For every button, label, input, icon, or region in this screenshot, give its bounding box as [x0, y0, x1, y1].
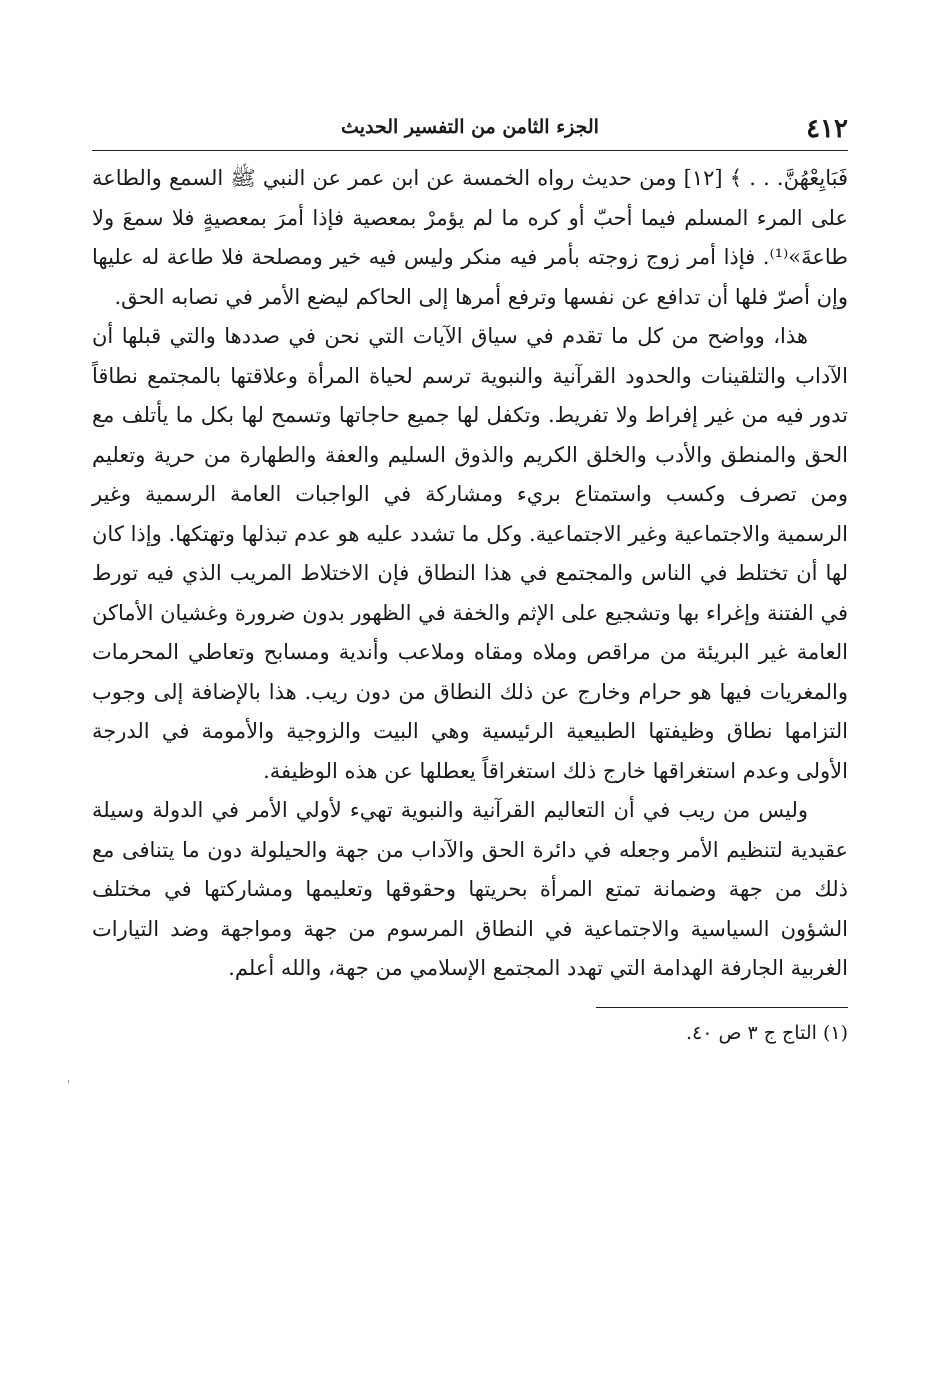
running-title: الجزء الثامن من التفسير الحديث: [341, 116, 599, 138]
page-number: ٤١٢: [806, 114, 848, 144]
body-text: [92, 159, 848, 989]
page-header: [92, 110, 848, 151]
footnote-divider: [596, 1007, 848, 1008]
paragraph: هذا، وواضح من كل ما تقدم في سياق الآيات التي نحن في صددها والتي قبلها أن الآداب والتلقينات والحدود القرآنية والنبوية ترسم لحياة المرأة وعلاقتها بالمجتمع نطاقاً تدور فيه من غير إفراط ولا تفريط. وتكفل لها جميع حاجاتها وتسمح لها بكل ما يأتلف مع الحق والمنطق والأدب والخلق الكريم والذوق السليم والعفة والطهارة من حرية وتعليم ومن تصرف وكسب واستمتاع بريء ومشاركة في الواجبات العامة الرسمية وغير الرسمية والاجتماعية وغير الاجتماعية. وكل ما تشدد عليه هو عدم تبذلها وتهتكها. وإذا كان لها أن تختلط في الناس والمجتمع في هذا النطاق فإن الاختلاط المريب الذي فيه تورط في الفتنة وإغراء بها وتشجيع على الإثم والخفة في الظهور بدون ضرورة وغشيان الأماكن العامة غير البريئة من مراقص وملاه ومقاه وملاعب وأندية ومسابح وتعاطي المحرمات والمغريات فيها هو حرام وخارج عن ذلك النطاق من دون ريب. هذا بالإضافة إلى وجوب التزامها نطاق وظيفتها الطبيعية الرئيسية وهي البيت والزوجية والأمومة في الدرجة الأولى وعدم استغراقها خارج ذلك استغراقاً يعطلها عن هذه الوظيفة.: [92, 324, 848, 783]
paragraph: فَبَايِعْهُنَّ. . . ﴾ [١٢] ومن حديث رواه الخمسة عن ابن عمر عن النبي ﷺ السمع والطاعة على المرء المسلم فيما أحبّ أو كره ما لم يؤمرْ بمعصية فإذا أمرَ بمعصيةٍ فلا سمعَ ولا طاعةَ»⁽¹⁾. فإذا أمر زوج زوجته بأمر فيه منكر وليس فيه خير ومصلحة فلا طاعة له عليها وإن أصرّ فلها أن تدافع عن نفسها وترفع أمرها إلى الحاكم ليضع الأمر في نصابه الحق.: [92, 166, 848, 309]
margin-mark: [68, 1080, 69, 1083]
footnote: (١) التاج ج ٣ ص ٤٠.: [685, 1021, 848, 1044]
book-page: [92, 110, 848, 1048]
paragraph: وليس من ريب في أن التعاليم القرآنية والنبوية تهيء لأولي الأمر في الدولة وسيلة عقيدية لتنظيم الأمر وجعله في دائرة الحق والآداب من جهة والحيلولة دون ما يتنافى مع ذلك من جهة وضمانة تمتع المرأة بحريتها وحقوقها وتعليمها ومشاركتها في مختلف الشؤون السياسية والاجتماعية في النطاق المرسوم من جهة ومواجهة وضد التيارات الغربية الجارفة الهدامة التي تهدد المجتمع الإسلامي من جهة، والله أعلم.: [92, 798, 848, 980]
